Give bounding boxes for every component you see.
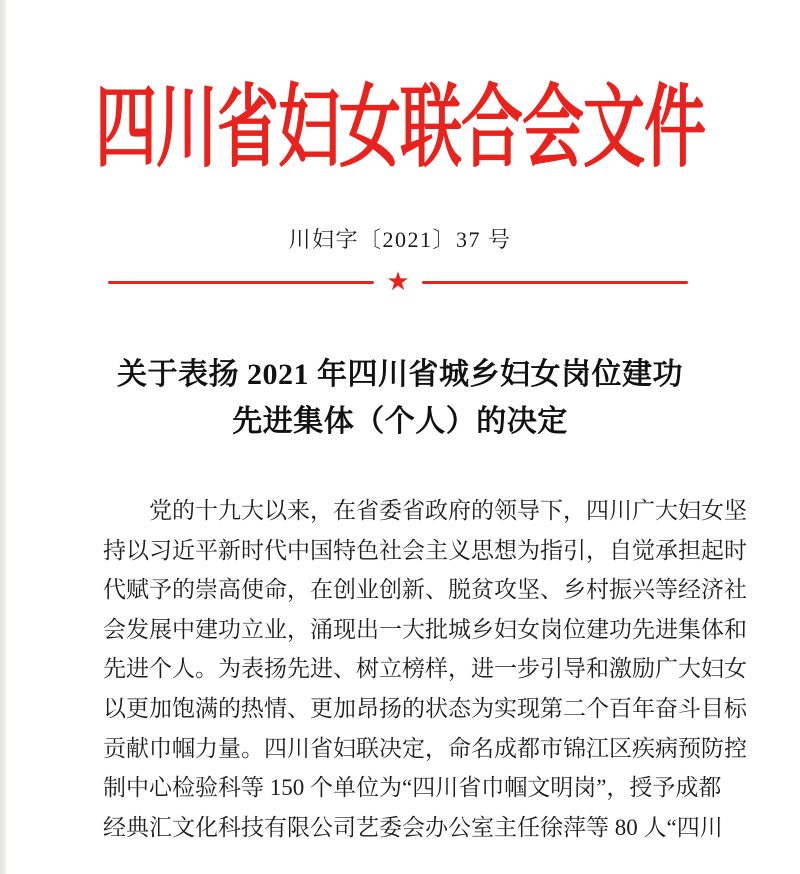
body-line: 代赋予的崇高使命，在创业创新、脱贫攻坚、乡村振兴等经济社 [103, 577, 747, 603]
letterhead-org-title: 四川省妇女联合会文件 [94, 79, 705, 179]
body-line: 持以习近平新时代中国特色社会主义思想为指引，自觉承担起时 [103, 537, 747, 563]
body-line: 以更加饱满的热情、更加昂扬的状态为实现第二个百年奋斗目标 [103, 695, 747, 721]
document-title [0, 351, 800, 445]
divider-right-rule [422, 281, 688, 284]
divider-left-rule [108, 281, 374, 284]
body-line: 贡献巾帼力量。四川省妇联决定，命名成都市锦江区疾病预防控 [103, 735, 747, 761]
body-line: 党的十九大以来，在省委省政府的领导下，四川广大妇女坚 [149, 498, 747, 523]
body-line: 制中心检验科等 150 个单位为“四川省巾帼文明岗”，授予成都 [103, 775, 722, 801]
body-line: 先进个人。为表扬先进、树立榜样，进一步引导和激励广大妇女 [103, 656, 747, 682]
body-line: 经典汇文化科技有限公司艺委会办公室主任徐萍等 80 人“四川 [103, 814, 723, 840]
red-star-divider [108, 267, 688, 297]
body-paragraph [103, 491, 747, 847]
document-title-line-1: 关于表扬 2021 年四川省城乡妇女岗位建功 [117, 358, 683, 391]
document-number: 川妇字〔2021〕37 号 [288, 227, 512, 252]
document-title-line-2: 先进集体（个人）的决定 [232, 405, 568, 438]
star-icon: ★ [386, 267, 410, 297]
body-line: 会发展中建功立业，涌现出一大批城乡妇女岗位建功先进集体和 [103, 616, 747, 642]
